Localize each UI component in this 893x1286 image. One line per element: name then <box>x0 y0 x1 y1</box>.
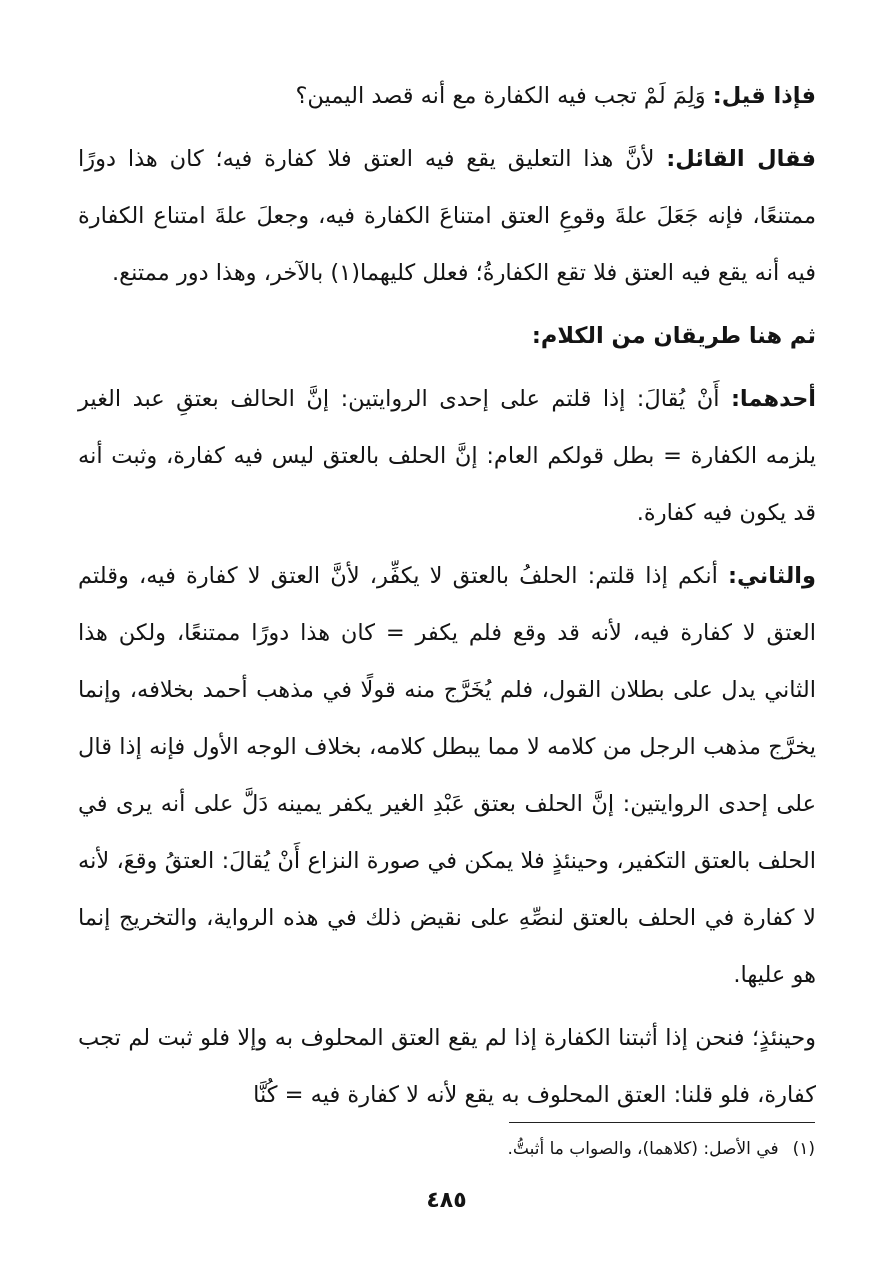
paragraph-second-way <box>78 548 816 1004</box>
footnote-text: في الأصل: (كلاهما)، والصواب ما أثبتُّ. <box>507 1139 779 1159</box>
paragraph-text: لأنَّ هذا التعليق يقع فيه العتق فلا كفارة فيه؛ كان هذا دورًا ممتنعًا، فإنه جَعَلَ علةَ وقوعِ العتق امتناعَ الكفارة فيه، وجعلَ علةَ امتناع الكفارة فيه أنه يقع فيه العتق فلا تقع الكفارةُ؛ فعلل كليهما(١) بالآخر، وهذا دور ممتنع. <box>78 146 816 286</box>
paragraph-conclusion <box>78 1010 816 1124</box>
paragraph-text: وحينئذٍ؛ فنحن إذا أثبتنا الكفارة إذا لم يقع العتق المحلوف به وإلا فلو ثبت لم تجب كفارة، فلو قلنا: العتق المحلوف به يقع لأنه لا كفارة فيه = كُنَّا <box>78 1025 816 1108</box>
footnote-number: (١) <box>792 1139 815 1159</box>
footnote-divider <box>509 1122 815 1123</box>
paragraph-heading <box>78 308 816 365</box>
paragraph-lead: فقال القائل: <box>666 146 816 172</box>
page-number: ٤٨٥ <box>426 1188 467 1213</box>
paragraph-text: أَنْ يُقالَ: إذا قلتم على إحدى الروايتين: إنَّ الحالف بعتقِ عبد الغير يلزمه الكفارة = بطل قولكم العام: إنَّ الحلف بالعتق ليس فيه كفارة، وثبت أنه قد يكون فيه كفارة. <box>78 386 816 526</box>
page-body <box>78 68 816 1124</box>
footnote <box>77 1134 815 1164</box>
paragraph-lead: فإذا قيل: <box>712 83 816 109</box>
paragraph-text: وَلِمَ لَمْ تجب فيه الكفارة مع أنه قصد اليمين؟ <box>295 83 713 109</box>
paragraph-lead: ثم هنا طريقان من الكلام: <box>531 323 816 349</box>
paragraph-text: أنكم إذا قلتم: الحلفُ بالعتق لا يكفِّر، لأنَّ العتق لا كفارة فيه، وقلتم العتق لا كفارة فيه، لأنه قد وقع فلم يكفر = كان هذا دورًا ممتنعًا، ولكن هذا الثاني يدل على بطلان القول، فلم يُخَرَّج منه قولًا في مذهب أحمد بخلافه، وإنما يخرَّج مذهب الرجل من كلامه لا مما يبطل كلامه، بخلاف الوجه الأول فإنه إذا قال على إحدى الروايتين: إنَّ الحلف بعتق عَبْدِ الغير يكفر يمينه دَلَّ على أنه يرى في الحلف بالعتق التكفير، وحينئذٍ فلا يمكن في صورة النزاع أَنْ يُقالَ: العتقُ وقعَ، لأنه لا كفارة في الحلف بالعتق لنصِّهِ على نقيض ذلك في هذه الرواية، والتخريج إنما هو عليها. <box>78 563 816 988</box>
paragraph-answer <box>78 131 816 302</box>
paragraph-lead: أحدهما: <box>730 386 816 412</box>
paragraph-first-way <box>78 371 816 542</box>
paragraph-question <box>78 68 816 125</box>
paragraph-lead: والثاني: <box>728 563 816 589</box>
